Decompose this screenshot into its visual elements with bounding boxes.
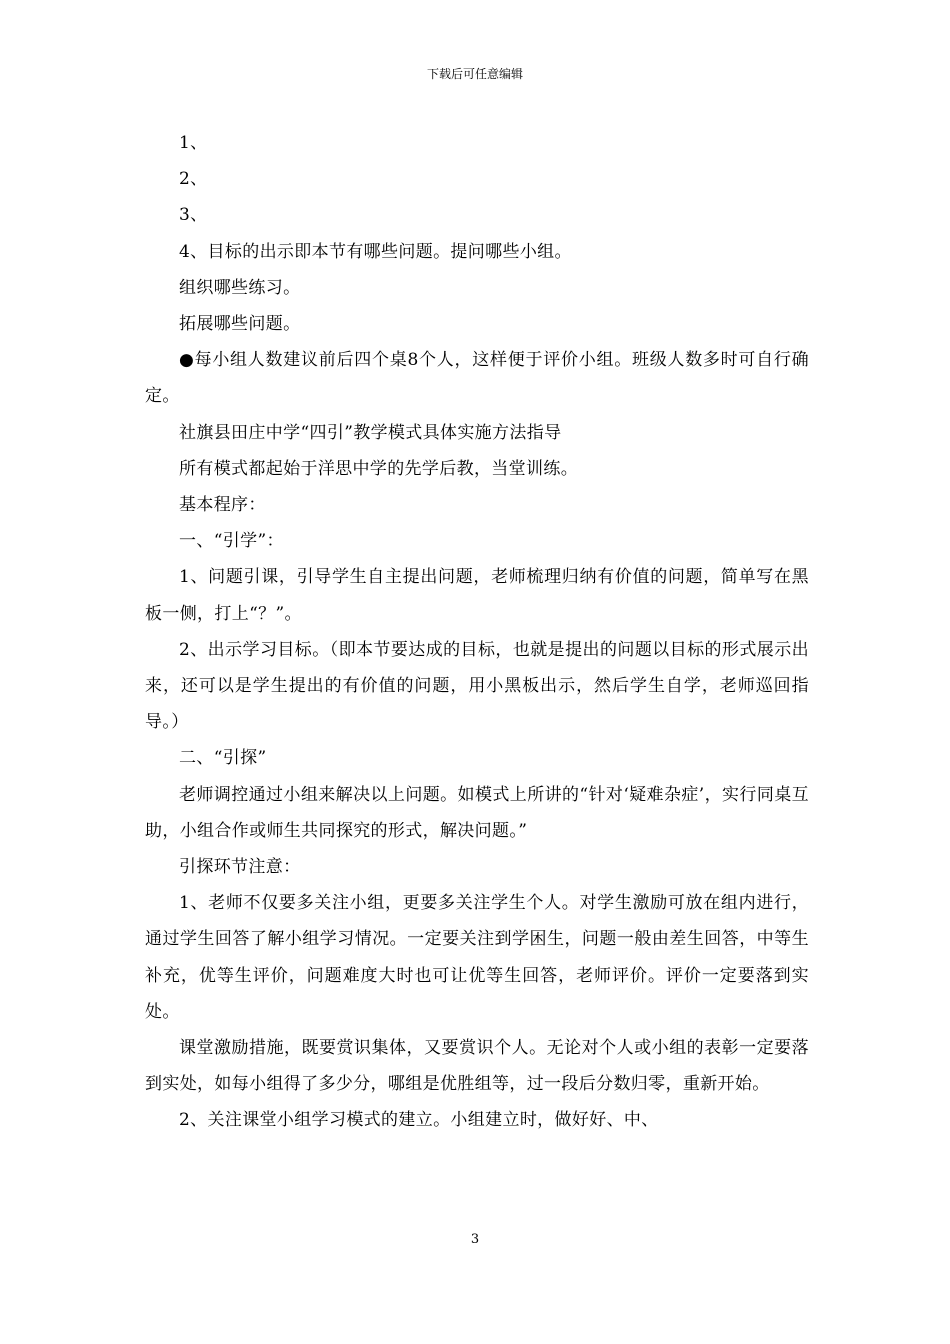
- paragraph-incentives: 课堂激励措施，既要赏识集体，又要赏识个人。无论对个人或小组的表彰一定要落到实处，如每小组得了多少分，哪组是优胜组等，过一段后分数归零，重新开始。: [145, 1038, 809, 1095]
- paragraph-notes-item-2: 2、关注课堂小组学习模式的建立。小组建立时，做好好、中、: [179, 1110, 659, 1131]
- heading-step-two-notes: 引探环节注意：: [179, 857, 301, 878]
- heading-basic-procedure: 基本程序：: [179, 495, 266, 516]
- list-item-4: 4、目标的出示即本节有哪些问题。提问哪些小组。: [179, 241, 572, 262]
- page-number: 3: [470, 1232, 480, 1247]
- paragraph-step-one-item-2: 2、出示学习目标。（即本节要达成的目标，也就是提出的问题以目标的形式展示出来，还可以是学生提出的有价值的问题，用小黑板出示，然后学生自学，老师巡回指导。）: [145, 639, 809, 733]
- list-item-3: 3、: [179, 205, 208, 226]
- paragraph-model-origin: 所有模式都起始于洋思中学的先学后教，当堂训练。: [179, 458, 579, 479]
- page-header: 下载后可任意编辑: [426, 67, 523, 81]
- heading-step-one: 一、“引学”：: [179, 531, 284, 552]
- section-title-method-guide: 社旗县田庄中学“四引”教学模式具体实施方法指导: [179, 422, 562, 443]
- paragraph-extend-questions: 拓展哪些问题。: [179, 314, 301, 335]
- list-item-1: 1、: [179, 133, 208, 153]
- paragraph-step-two-body: 老师调控通过小组来解决以上问题。如模式上所讲的“针对‘疑难杂症’，实行同桌互助，小组合作或师生共同探究的形式，解决问题。”: [145, 784, 809, 841]
- heading-step-two: 二、“引探”: [179, 748, 267, 769]
- paragraph-step-one-item-1: 1、问题引课，引导学生自主提出问题，老师梳理归纳有价值的问题，简单写在黑板一侧，打上“？”。: [145, 567, 809, 624]
- paragraph-group-size-note: ●每小组人数建议前后四个桌8个人，这样便于评价小组。班级人数多时可自行确定。: [145, 350, 809, 407]
- paragraph-organize-exercises: 组织哪些练习。: [179, 277, 301, 298]
- list-item-2: 2、: [179, 169, 208, 190]
- document-body: [145, 125, 809, 1139]
- paragraph-notes-item-1: 1、老师不仅要多关注小组，更要多关注学生个人。对学生激励可放在组内进行，通过学生回答了解小组学习情况。一定要关注到学困生，问题一般由差生回答，中等生补充，优等生评价，问题难度大时也可让优等生回答，老师评价。评价一定要落到实处。: [145, 893, 809, 1022]
